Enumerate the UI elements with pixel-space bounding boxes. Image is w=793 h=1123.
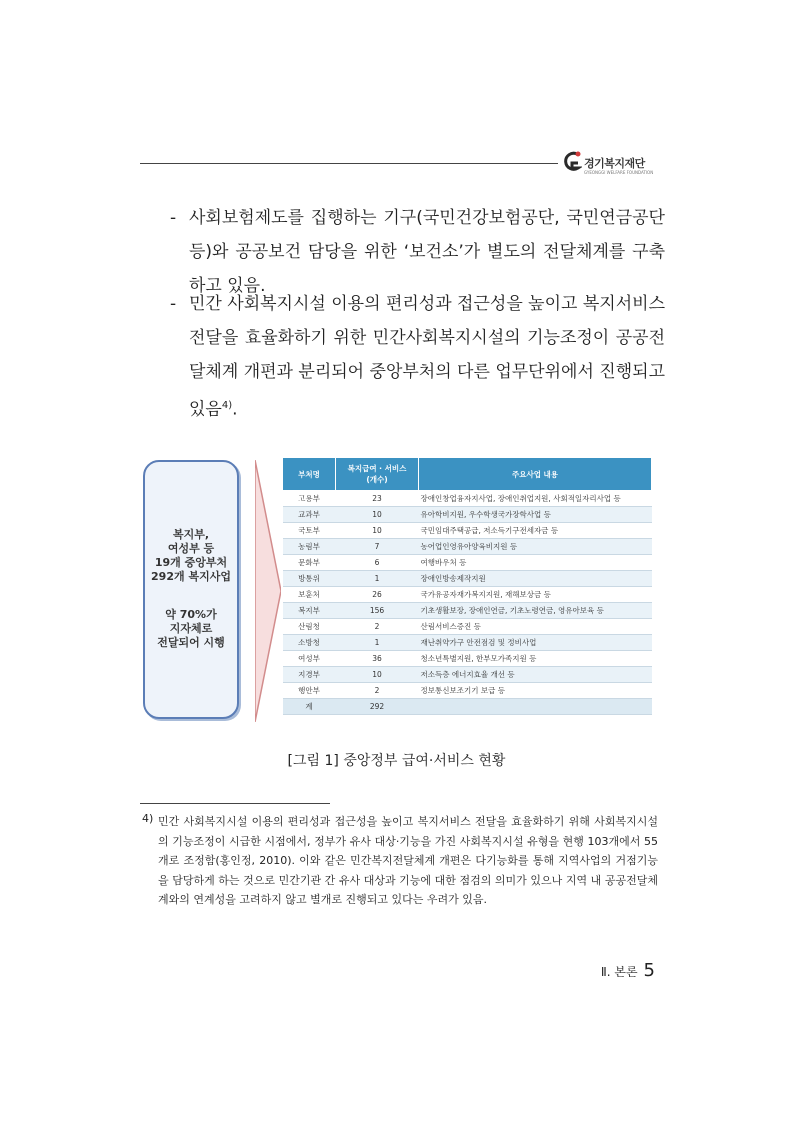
cell-programs: 장애인방송제작지원 — [419, 571, 652, 587]
cell-programs: 정보통신보조기기 보급 등 — [419, 683, 652, 699]
box-line: 292개 복지사업 — [151, 570, 231, 583]
bullet-text: 사회보험제도를 집행하는 기구(국민건강보험공단, 국민연금공단 등)와 공공보건 담당을 위한 ‘보건소’가 별도의 전달체계를 구축하고 있음. — [189, 208, 665, 296]
footnote-mark: 4) — [142, 812, 154, 825]
footnote-text: 민간 사회복지시설 이용의 편리성과 접근성을 높이고 복지서비스 전달을 효율화하기 위해 사회복지시설의 기능조정이 시급한 시점에서, 정부가 유사 대상·기능을 가진 사회복지시설 유형을 현행 103개에서 55개로 조정함(홍인정, 2010). 이와 같은 민간복지전달체계 개편은 다기능화를 통해 지역사업의 거점기능을 담당하게 하는 것으로 민간기관 간 유사 대상과 기능에 대한 점검의 의미가 있으나 지역 내 공공전달체계와의 연계성을 고려하지 않고 별개로 진행되고 있다는 우려가 있음. — [158, 815, 658, 906]
box-line: 여성부 등 — [167, 542, 215, 555]
table-row — [283, 699, 652, 715]
cell-ministry: 농림부 — [283, 539, 336, 555]
cell-count: 1 — [336, 571, 419, 587]
cell-ministry: 산림청 — [283, 619, 336, 635]
cell-count: 23 — [336, 491, 419, 507]
table-row — [283, 619, 652, 635]
ministry-table — [282, 457, 652, 715]
table-row — [283, 635, 652, 651]
cell-ministry: 국토부 — [283, 523, 336, 539]
cell-programs: 국민임대주택공급, 저소득기구전세자금 등 — [419, 523, 652, 539]
table-row — [283, 571, 652, 587]
section-label: Ⅱ. 본론 — [600, 965, 638, 979]
cell-count: 10 — [336, 507, 419, 523]
org-sub: GYEONGGI WELFARE FOUNDATION — [584, 170, 654, 175]
cell-count: 1 — [336, 635, 419, 651]
cell-programs: 저소득층 에너지효율 개선 등 — [419, 667, 652, 683]
cell-count: 156 — [336, 603, 419, 619]
bullet-2 — [170, 287, 665, 427]
cell-ministry: 지경부 — [283, 667, 336, 683]
cell-count: 10 — [336, 667, 419, 683]
cell-count: 7 — [336, 539, 419, 555]
bullet-text-wrap — [170, 287, 665, 427]
box-line: 19개 중앙부처 — [154, 556, 228, 569]
figure-caption: [그림 1] 중앙정부 급여·서비스 현황 — [287, 753, 506, 769]
cell-ministry: 행안부 — [283, 683, 336, 699]
box-line: 복지부, — [172, 528, 210, 541]
cell-programs — [419, 699, 652, 715]
col-header: 부처명 — [283, 458, 336, 491]
bullet-text: 민간 사회복지시설 이용의 편리성과 접근성을 높이고 복지서비스 전달을 효율화하기 위한 민간사회복지시설의 기능조정이 공공전달체계 개편과 분리되어 중앙부처의 다른 업무단위에서 진행되고 있음 — [189, 294, 665, 420]
table-row — [283, 491, 652, 507]
table-row — [283, 667, 652, 683]
figure-1 — [140, 455, 655, 740]
footnote-rule — [140, 803, 330, 804]
cell-programs: 기초생활보장, 장애인연금, 기초노령연금, 영유아보육 등 — [419, 603, 652, 619]
cell-programs: 여행바우처 등 — [419, 555, 652, 571]
foundation-logo — [562, 150, 662, 180]
cell-programs: 국가유공자재가복지지원, 재해보상금 등 — [419, 587, 652, 603]
table-row — [283, 587, 652, 603]
table-row — [283, 555, 652, 571]
bullet-end: . — [232, 399, 238, 420]
cell-programs: 산림서비스증진 등 — [419, 619, 652, 635]
cell-count: 2 — [336, 683, 419, 699]
cell-ministry: 교과부 — [283, 507, 336, 523]
arrow-icon — [255, 460, 281, 722]
cell-count: 2 — [336, 619, 419, 635]
cell-count: 26 — [336, 587, 419, 603]
cell-count: 36 — [336, 651, 419, 667]
header-rule — [140, 163, 558, 164]
cell-ministry: 고용부 — [283, 491, 336, 507]
box-line: 전달되어 시행 — [157, 636, 225, 649]
bullet-dash: - — [170, 294, 177, 314]
footnote-ref: 4) — [221, 400, 233, 411]
logo-mark-icon — [562, 150, 582, 176]
cell-ministry: 계 — [283, 699, 336, 715]
cell-ministry: 보훈처 — [283, 587, 336, 603]
cell-programs: 유아학비지원, 우수학생국가장학사업 등 — [419, 507, 652, 523]
table-row — [283, 603, 652, 619]
col-header: 복지급여 · 서비스 (개수) — [336, 458, 419, 491]
table-row — [283, 539, 652, 555]
cell-programs: 재난취약가구 안전점검 및 정비사업 — [419, 635, 652, 651]
cell-ministry: 문화부 — [283, 555, 336, 571]
cell-ministry: 여성부 — [283, 651, 336, 667]
summary-box — [143, 460, 239, 719]
org-name: 경기복지재단 — [584, 157, 645, 170]
cell-programs: 청소년특별지원, 한부모가족지원 등 — [419, 651, 652, 667]
box-line: 약 70%가 — [165, 608, 217, 621]
page-number: 5 — [643, 960, 655, 981]
cell-count: 6 — [336, 555, 419, 571]
table-row — [283, 507, 652, 523]
cell-ministry: 복지부 — [283, 603, 336, 619]
bullet-dash: - — [170, 208, 177, 228]
cell-ministry: 방통위 — [283, 571, 336, 587]
cell-ministry: 소방청 — [283, 635, 336, 651]
table-row — [283, 523, 652, 539]
cell-count: 10 — [336, 523, 419, 539]
cell-count: 292 — [336, 699, 419, 715]
cell-programs: 장애인창업융자지사업, 장애인취업지원, 사회적일자리사업 등 — [419, 491, 652, 507]
page-footer — [601, 960, 655, 981]
box-line: 지자체로 — [169, 622, 213, 635]
table-row — [283, 651, 652, 667]
cell-programs: 농어업인영유아양육비지원 등 — [419, 539, 652, 555]
table-row — [283, 683, 652, 699]
col-header: 주요사업 내용 — [419, 458, 652, 491]
